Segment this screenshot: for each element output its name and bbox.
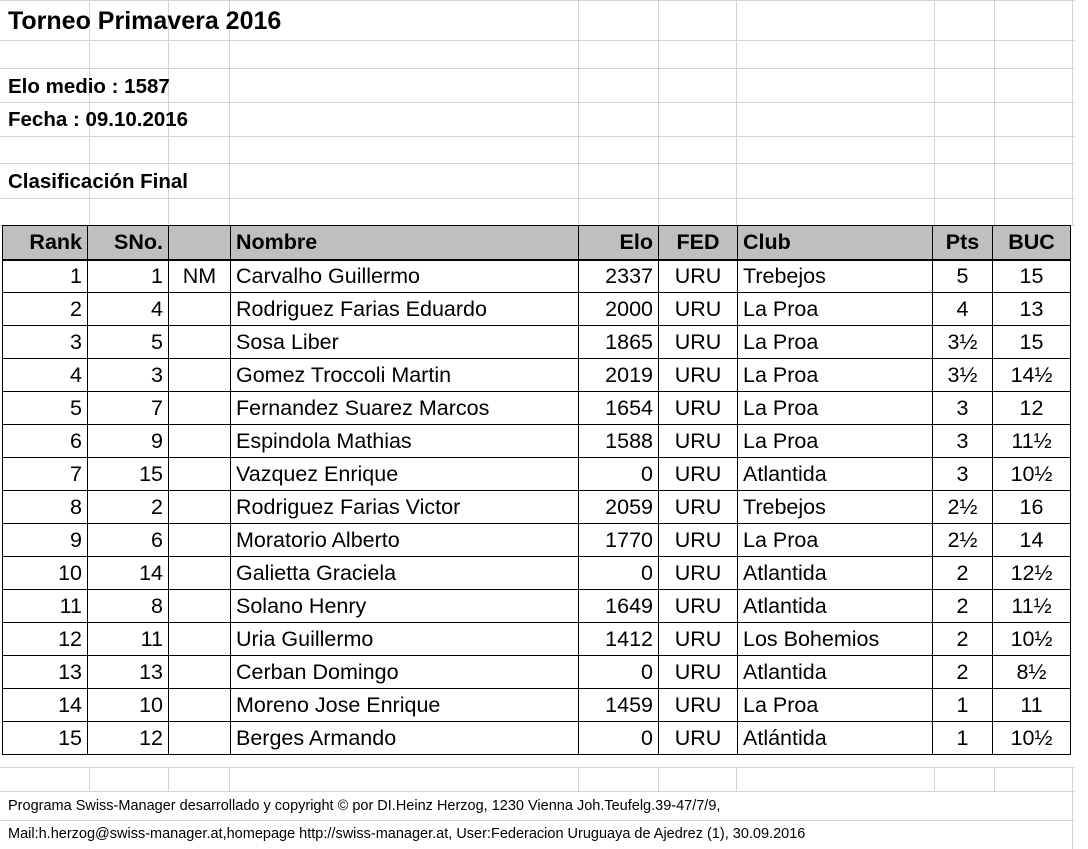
cell-club: Atlántida [738,722,933,755]
cell-sno: 3 [88,359,169,392]
column-header-fed: FED [659,226,738,260]
gridline [934,767,935,791]
table-row [3,359,1071,392]
cell-pts: 5 [933,260,993,293]
cell-rank: 12 [3,623,88,656]
cell-fed: URU [659,392,738,425]
table-row [3,326,1071,359]
cell-pts: 3 [933,392,993,425]
cell-buc: 15 [993,326,1071,359]
cell-buc: 10½ [993,722,1071,755]
table-row [3,392,1071,425]
cell-name: Cerban Domingo [231,656,579,689]
cell-sno: 5 [88,326,169,359]
cell-name: Galietta Graciela [231,557,579,590]
gridline [0,198,1075,199]
cell-elo: 0 [579,458,659,491]
column-header-title [169,226,231,260]
cell-fed: URU [659,491,738,524]
cell-title [169,458,231,491]
gridline [994,767,995,791]
cell-club: La Proa [738,293,933,326]
table-row [3,491,1071,524]
cell-rank: 14 [3,689,88,722]
cell-elo: 0 [579,557,659,590]
cell-fed: URU [659,425,738,458]
gridline [1072,791,1073,849]
cell-name: Carvalho Guillermo [231,260,579,293]
cell-sno: 11 [88,623,169,656]
cell-buc: 12 [993,392,1071,425]
cell-rank: 7 [3,458,88,491]
cell-name: Rodriguez Farias Victor [231,491,579,524]
cell-club: La Proa [738,326,933,359]
cell-elo: 2337 [579,260,659,293]
cell-name: Gomez Troccoli Martin [231,359,579,392]
cell-club: Atlantida [738,656,933,689]
cell-elo: 1588 [579,425,659,458]
cell-club: Los Bohemios [738,623,933,656]
gridline [0,163,1075,164]
table-row [3,722,1071,755]
tournament-title: Torneo Primavera 2016 [8,7,282,35]
cell-sno: 12 [88,722,169,755]
gridline [736,0,737,225]
cell-title [169,425,231,458]
footer-copyright: Programa Swiss-Manager desarrollado y copyright © por DI.Heinz Herzog, 1230 Vienna Joh.Teufelg.39-47/7/9, [8,798,721,814]
cell-elo: 2019 [579,359,659,392]
cell-pts: 2 [933,623,993,656]
cell-fed: URU [659,623,738,656]
cell-fed: URU [659,689,738,722]
cell-pts: 2½ [933,524,993,557]
cell-elo: 1412 [579,623,659,656]
gridline [1072,767,1073,791]
cell-buc: 11½ [993,590,1071,623]
cell-buc: 15 [993,260,1071,293]
cell-title: NM [169,260,231,293]
cell-buc: 14 [993,524,1071,557]
cell-sno: 13 [88,656,169,689]
cell-title [169,722,231,755]
column-header-buc: BUC [993,226,1071,260]
cell-rank: 6 [3,425,88,458]
cell-club: La Proa [738,425,933,458]
gridline [1072,0,1073,225]
cell-rank: 2 [3,293,88,326]
table-row [3,524,1071,557]
cell-pts: 1 [933,689,993,722]
gridline [0,68,1075,69]
cell-name: Uria Guillermo [231,623,579,656]
table-row [3,293,1071,326]
cell-elo: 1649 [579,590,659,623]
cell-rank: 15 [3,722,88,755]
cell-pts: 1 [933,722,993,755]
cell-title [169,326,231,359]
cell-fed: URU [659,458,738,491]
cell-fed: URU [659,722,738,755]
cell-rank: 4 [3,359,88,392]
cell-pts: 2 [933,590,993,623]
cell-elo: 0 [579,656,659,689]
gridline [934,0,935,225]
cell-buc: 14½ [993,359,1071,392]
cell-sno: 2 [88,491,169,524]
cell-buc: 16 [993,491,1071,524]
cell-title [169,392,231,425]
cell-buc: 8½ [993,656,1071,689]
cell-elo: 1865 [579,326,659,359]
cell-name: Moreno Jose Enrique [231,689,579,722]
cell-title [169,590,231,623]
gridline [0,136,1075,137]
cell-pts: 2 [933,656,993,689]
gridline [0,0,1075,1]
cell-buc: 12½ [993,557,1071,590]
gridline [578,767,579,791]
table-row [3,425,1071,458]
table-row [3,260,1071,293]
column-header-rank: Rank [3,226,88,260]
cell-name: Solano Henry [231,590,579,623]
cell-title [169,359,231,392]
cell-name: Fernandez Suarez Marcos [231,392,579,425]
gridline [89,767,90,791]
gridline [658,767,659,791]
gridline [578,0,579,225]
cell-sno: 1 [88,260,169,293]
table-row [3,689,1071,722]
cell-fed: URU [659,359,738,392]
cell-pts: 3 [933,458,993,491]
cell-rank: 10 [3,557,88,590]
standings-body [3,260,1071,755]
cell-fed: URU [659,260,738,293]
tournament-date: Fecha : 09.10.2016 [8,108,189,131]
gridline [994,0,995,225]
cell-club: La Proa [738,392,933,425]
cell-title [169,656,231,689]
cell-fed: URU [659,524,738,557]
table-row [3,557,1071,590]
cell-pts: 2½ [933,491,993,524]
cell-sno: 8 [88,590,169,623]
cell-name: Rodriguez Farias Eduardo [231,293,579,326]
cell-pts: 3 [933,425,993,458]
cell-sno: 6 [88,524,169,557]
cell-pts: 4 [933,293,993,326]
cell-title [169,689,231,722]
cell-elo: 0 [579,722,659,755]
cell-rank: 13 [3,656,88,689]
average-elo: Elo medio : 1587 [8,75,170,98]
cell-rank: 11 [3,590,88,623]
cell-pts: 3½ [933,326,993,359]
cell-fed: URU [659,326,738,359]
cell-sno: 10 [88,689,169,722]
cell-title [169,293,231,326]
gridline [0,791,1075,792]
column-header-sno: SNo. [88,226,169,260]
cell-name: Espindola Mathias [231,425,579,458]
cell-sno: 9 [88,425,169,458]
cell-buc: 11½ [993,425,1071,458]
cell-elo: 1654 [579,392,659,425]
gridline [229,767,230,791]
cell-name: Moratorio Alberto [231,524,579,557]
cell-buc: 13 [993,293,1071,326]
column-header-club: Club [738,226,933,260]
gridline [736,767,737,791]
cell-fed: URU [659,293,738,326]
gridline [0,820,1075,821]
gridline [0,40,1075,41]
standings-table [2,225,1071,755]
cell-title [169,491,231,524]
cell-elo: 1770 [579,524,659,557]
table-row [3,590,1071,623]
gridline [0,102,1075,103]
cell-buc: 11 [993,689,1071,722]
gridline [0,767,1075,768]
cell-rank: 8 [3,491,88,524]
cell-title [169,524,231,557]
cell-buc: 10½ [993,623,1071,656]
column-header-pts: Pts [933,226,993,260]
cell-elo: 2000 [579,293,659,326]
cell-club: La Proa [738,359,933,392]
cell-name: Sosa Liber [231,326,579,359]
cell-sno: 7 [88,392,169,425]
section-title: Clasificación Final [8,170,188,193]
column-header-elo: Elo [579,226,659,260]
cell-elo: 2059 [579,491,659,524]
cell-club: Trebejos [738,260,933,293]
cell-club: Atlantida [738,590,933,623]
cell-sno: 15 [88,458,169,491]
cell-fed: URU [659,656,738,689]
cell-club: Atlantida [738,458,933,491]
cell-pts: 3½ [933,359,993,392]
table-row [3,458,1071,491]
gridline [658,0,659,225]
cell-buc: 10½ [993,458,1071,491]
cell-name: Berges Armando [231,722,579,755]
cell-fed: URU [659,590,738,623]
cell-rank: 1 [3,260,88,293]
cell-sno: 14 [88,557,169,590]
cell-rank: 9 [3,524,88,557]
cell-name: Vazquez Enrique [231,458,579,491]
cell-title [169,623,231,656]
table-row [3,656,1071,689]
cell-rank: 5 [3,392,88,425]
cell-club: La Proa [738,524,933,557]
column-header-name: Nombre [231,226,579,260]
cell-club: Atlantida [738,557,933,590]
cell-elo: 1459 [579,689,659,722]
footer-contact: Mail:h.herzog@swiss-manager.at,homepage http://swiss-manager.at, User:Federacion Uruguaya de Ajedrez (1), 30.09.2016 [8,826,806,842]
cell-club: Trebejos [738,491,933,524]
cell-club: La Proa [738,689,933,722]
cell-sno: 4 [88,293,169,326]
cell-title [169,557,231,590]
standings-header-row [3,226,1071,260]
cell-fed: URU [659,557,738,590]
gridline [168,767,169,791]
cell-pts: 2 [933,557,993,590]
table-row [3,623,1071,656]
cell-rank: 3 [3,326,88,359]
